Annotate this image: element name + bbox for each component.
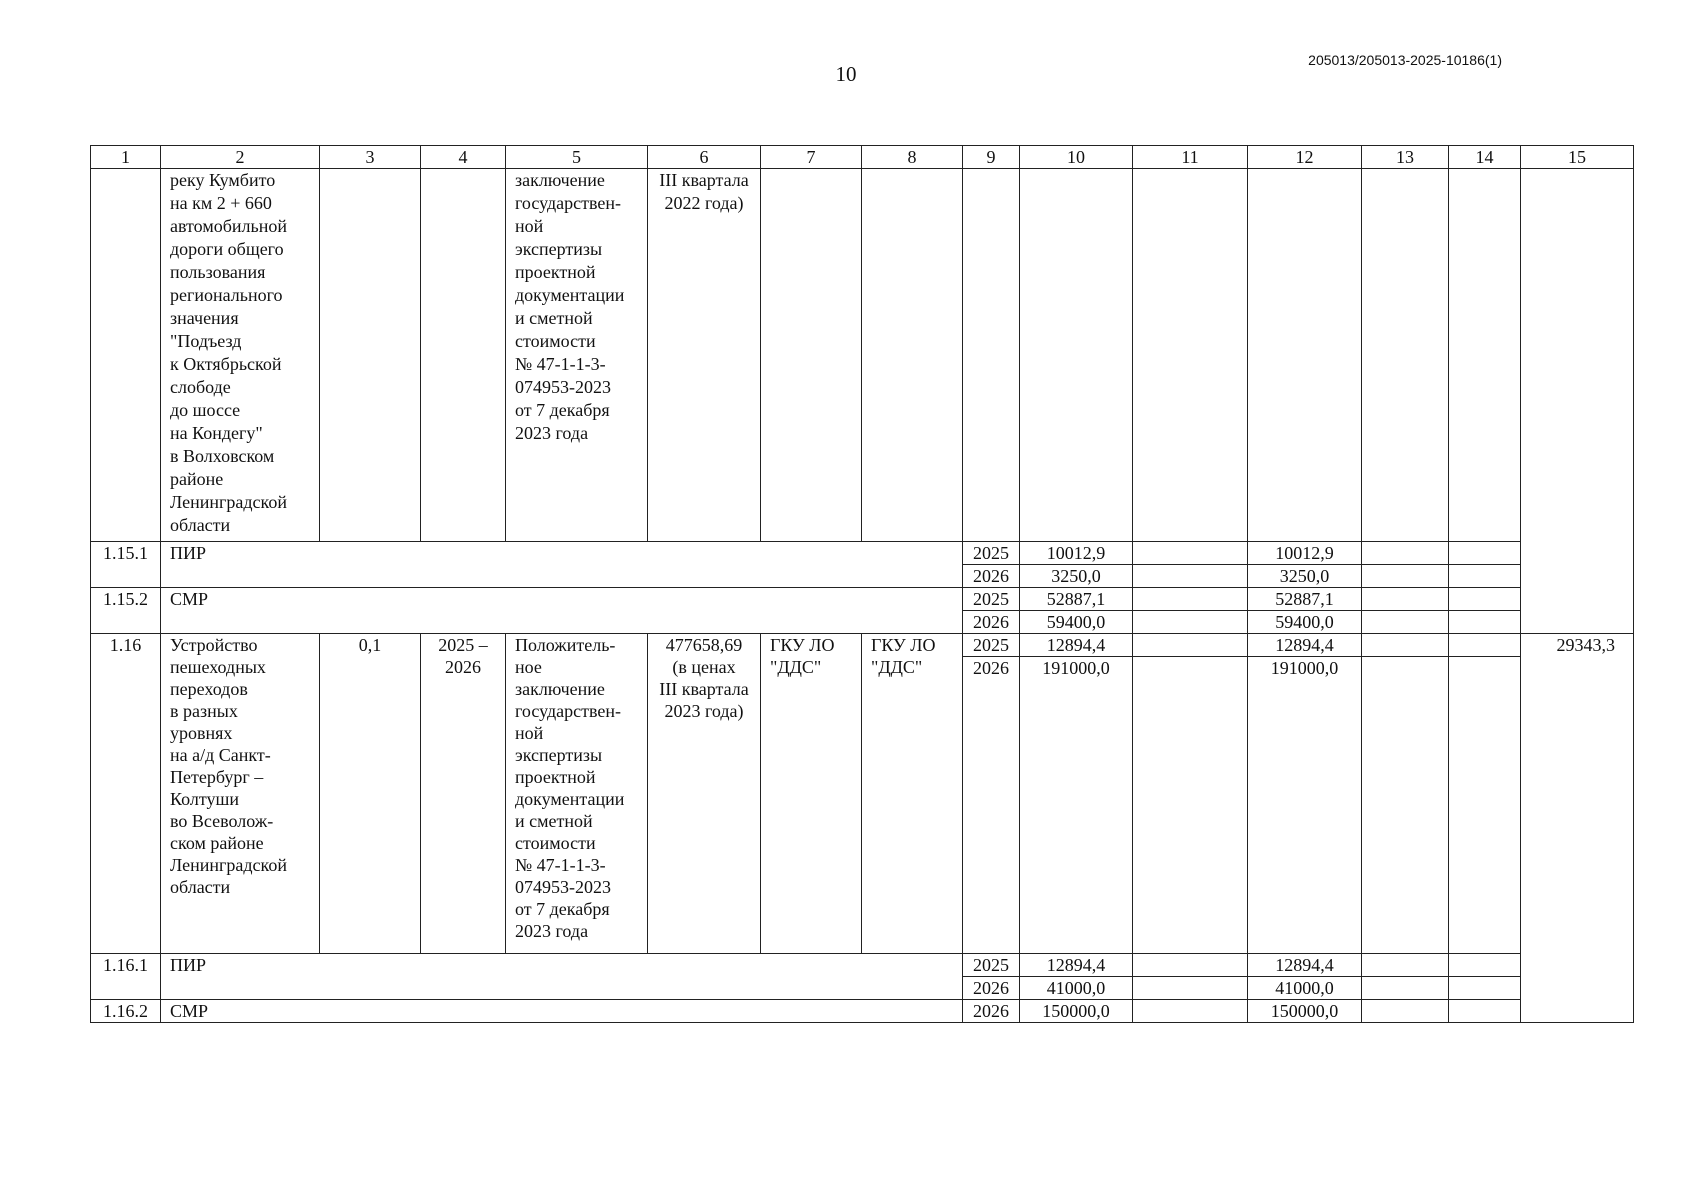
table-row [91, 954, 1634, 977]
item-number: 1.15.2 [91, 588, 161, 634]
cell [1133, 588, 1248, 611]
work-type: СМР [161, 588, 963, 634]
cell [1133, 611, 1248, 634]
amount-cell: 191000,0 [1248, 657, 1362, 954]
cell [1133, 542, 1248, 565]
amount-cell: 12894,4 [1020, 954, 1133, 977]
work-type: ПИР [161, 542, 963, 588]
cost-cell: 477658,69 (в ценах III квартала 2023 года) [648, 634, 761, 954]
year-cell: 2026 [963, 1000, 1020, 1023]
cell [421, 169, 506, 542]
work-type: ПИР [161, 954, 963, 1000]
amount-cell: 41000,0 [1248, 977, 1362, 1000]
amount-cell: 150000,0 [1020, 1000, 1133, 1023]
column-number: 8 [862, 146, 963, 169]
cell [1133, 977, 1248, 1000]
cell [320, 169, 421, 542]
expertise-cell: заключение государствен- ной экспертизы проектной документации и сметной стоимости № 47-1-1-3- 074953-2023 от 7 декабря 2023 года [506, 169, 648, 542]
total-cell: 29343,3 [1521, 634, 1634, 1023]
object-name-cell: реку Кумбито на км 2 + 660 автомобильной дороги общего пользования регионального значения "Подъезд к Октябрьской слободе до шоссе на Кондегу" в Волховском районе Ленинградской области [161, 169, 320, 542]
year-cell: 2026 [963, 657, 1020, 954]
column-number: 9 [963, 146, 1020, 169]
cell [1362, 542, 1449, 565]
cell [1248, 169, 1362, 542]
document-id: 205013/205013-2025-10186(1) [1308, 52, 1502, 68]
work-type: СМР [161, 1000, 963, 1023]
column-number: 6 [648, 146, 761, 169]
amount-cell: 12894,4 [1248, 634, 1362, 657]
cell [1362, 565, 1449, 588]
table-row [91, 169, 1634, 542]
item-number: 1.15.1 [91, 542, 161, 588]
cell [1362, 169, 1449, 542]
column-number: 15 [1521, 146, 1634, 169]
cell [1362, 954, 1449, 977]
table-row [91, 588, 1634, 611]
amount-cell: 191000,0 [1020, 657, 1133, 954]
registry-table [90, 145, 1634, 1023]
amount-cell: 52887,1 [1248, 588, 1362, 611]
customer-cell: ГКУ ЛО "ДДС" [761, 634, 862, 954]
amount-cell: 10012,9 [1248, 542, 1362, 565]
column-number-row [91, 146, 1634, 169]
cell [761, 169, 862, 542]
cell [1449, 588, 1521, 611]
cell [1362, 634, 1449, 657]
item-number: 1.16.1 [91, 954, 161, 1000]
developer-cell: ГКУ ЛО "ДДС" [862, 634, 963, 954]
amount-cell: 12894,4 [1248, 954, 1362, 977]
cell [1449, 542, 1521, 565]
object-name-cell: Устройство пешеходных переходов в разных уровнях на а/д Санкт- Петербург – Колтуши во Всеволож- ском районе Ленинградской области [161, 634, 320, 954]
year-cell: 2025 [963, 954, 1020, 977]
amount-cell: 52887,1 [1020, 588, 1133, 611]
amount-cell: 3250,0 [1020, 565, 1133, 588]
cell [1449, 1000, 1521, 1023]
year-cell: 2026 [963, 977, 1020, 1000]
amount-cell: 59400,0 [1020, 611, 1133, 634]
column-number: 13 [1362, 146, 1449, 169]
cell [1449, 954, 1521, 977]
cell [963, 169, 1020, 542]
expertise-cell: Положитель- ное заключение государствен- ной экспертизы проектной документации и сметной стоимости № 47-1-1-3- 074953-2023 от 7 декабря 2023 года [506, 634, 648, 954]
cell [862, 169, 963, 542]
cell [1449, 611, 1521, 634]
cost-cell: III квартала 2022 года) [648, 169, 761, 542]
cell [1133, 657, 1248, 954]
cell [1449, 657, 1521, 954]
item-number: 1.16.2 [91, 1000, 161, 1023]
year-cell: 2025 [963, 588, 1020, 611]
cell [1449, 634, 1521, 657]
amount-cell: 12894,4 [1020, 634, 1133, 657]
year-cell: 2026 [963, 565, 1020, 588]
cell [1362, 611, 1449, 634]
capacity-cell: 0,1 [320, 634, 421, 954]
table-row [91, 542, 1634, 565]
cell [1133, 565, 1248, 588]
page-number: 10 [835, 62, 857, 86]
table-row [91, 1000, 1634, 1023]
column-number: 5 [506, 146, 648, 169]
column-number: 4 [421, 146, 506, 169]
amount-cell: 10012,9 [1020, 542, 1133, 565]
column-number: 14 [1449, 146, 1521, 169]
amount-cell: 59400,0 [1248, 611, 1362, 634]
column-number: 12 [1248, 146, 1362, 169]
cell [1449, 565, 1521, 588]
column-number: 3 [320, 146, 421, 169]
amount-cell: 41000,0 [1020, 977, 1133, 1000]
year-cell: 2026 [963, 611, 1020, 634]
cell [1133, 169, 1248, 542]
period-cell: 2025 – 2026 [421, 634, 506, 954]
cell [91, 169, 161, 542]
year-cell: 2025 [963, 542, 1020, 565]
cell [1133, 1000, 1248, 1023]
cell [1362, 1000, 1449, 1023]
column-number: 7 [761, 146, 862, 169]
cell [1362, 657, 1449, 954]
column-number: 1 [91, 146, 161, 169]
amount-cell: 3250,0 [1248, 565, 1362, 588]
year-cell: 2025 [963, 634, 1020, 657]
amount-cell: 150000,0 [1248, 1000, 1362, 1023]
cell [1449, 169, 1521, 542]
cell [1020, 169, 1133, 542]
table-row [91, 634, 1634, 657]
cell [1362, 588, 1449, 611]
cell [1133, 634, 1248, 657]
item-number: 1.16 [91, 634, 161, 954]
cell [1449, 977, 1521, 1000]
cell [1362, 977, 1449, 1000]
column-number: 10 [1020, 146, 1133, 169]
column-number: 2 [161, 146, 320, 169]
cell [1133, 954, 1248, 977]
cell [1521, 169, 1634, 634]
column-number: 11 [1133, 146, 1248, 169]
